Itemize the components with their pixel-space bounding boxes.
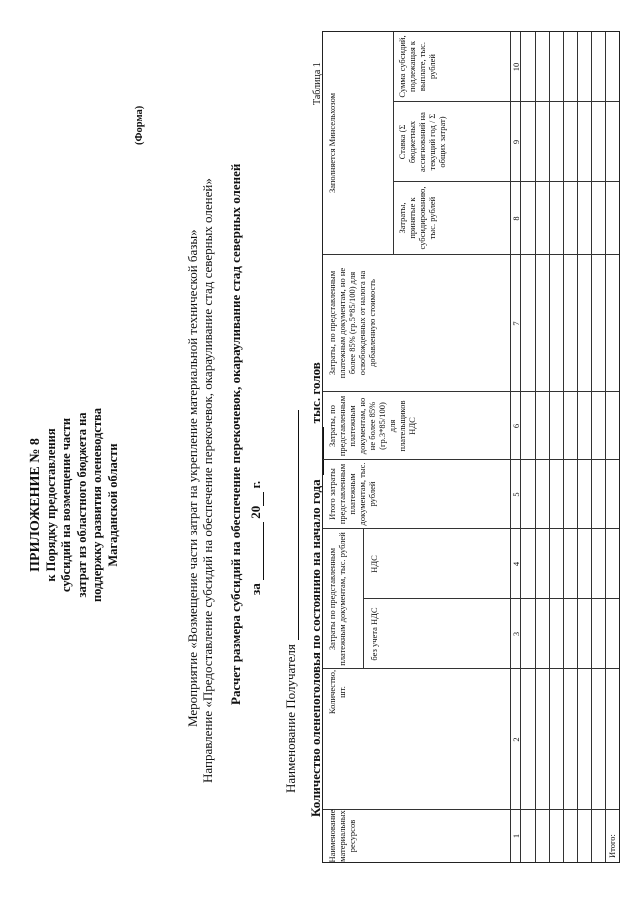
form-label: (Форма) (134, 105, 145, 145)
period-year-blank[interactable] (263, 492, 264, 506)
column-number: 6 (511, 423, 521, 429)
column-number: 9 (511, 139, 521, 145)
column-number: 1 (511, 833, 521, 839)
subsidy-table (322, 31, 620, 863)
period-year-prefix: 20 (248, 505, 263, 519)
column-number: 3 (511, 631, 521, 637)
herd-count-unit: тыс. голов (308, 362, 323, 424)
recipient-line (283, 410, 299, 793)
header-materials: Наименование материальных ресурсов (327, 809, 357, 863)
recipient-blank[interactable] (298, 410, 299, 640)
period-prefix: за (248, 583, 263, 595)
header-costs-vat-exempt: Затраты, по представленным платежным документам, но не более 85% (гр.5*85/100) для освобожденных от налога на добавленную стоимость (327, 267, 377, 379)
header-accepted-costs: Затраты, принятые к субсидированию, тыс. рублей (397, 186, 437, 250)
direction-title: Направление «Предоставление субсидий на обеспечение перекочевок, окарауливание стад северных оленей» (200, 178, 215, 783)
total-row-label: Итого: (607, 834, 617, 858)
appendix-header (28, 380, 121, 630)
herd-count-label: Количество оленепоголовья по состоянию на начало года (308, 479, 323, 817)
column-number: 8 (511, 216, 521, 221)
table-label: Таблица 1 (312, 62, 323, 105)
appendix-line: субсидий на возмещение части (59, 417, 73, 593)
header-quantity: Количество, шт. (327, 669, 347, 715)
header-total-costs: Итого затраты представленным платежным документам, тыс. рублей (327, 462, 377, 526)
recipient-label: Наименование Получателя (283, 644, 298, 793)
header-vat: НДС (369, 555, 379, 573)
column-number: 10 (511, 62, 521, 72)
period-suffix: г. (248, 480, 263, 489)
period-month-blank[interactable] (263, 522, 264, 580)
appendix-line: Магаданской области (105, 443, 120, 567)
column-number: 7 (511, 321, 521, 326)
column-number: 4 (511, 561, 521, 567)
header-costs-group: Затраты по представленным платежным документам, тыс. рублей (327, 532, 347, 666)
appendix-line: поддержку развития оленеводства (90, 407, 104, 603)
appendix-line: к Порядку предоставления (43, 428, 58, 582)
appendix-number: ПРИЛОЖЕНИЕ № 8 (28, 438, 43, 572)
header-subsidy-amount: Сумма субсидий, подлежащая к выплате, тыс. рублей (397, 35, 437, 98)
appendix-line: затрат из областного бюджета на (74, 412, 89, 598)
column-number: 5 (511, 492, 521, 497)
header-without-vat: без учета НДС (369, 607, 379, 661)
column-number: 2 (511, 737, 521, 742)
header-costs-vat-payers: Затраты, по представленным платежным документам, но не более 85% (гр.3*85/100) для плательщиков НДС (327, 395, 417, 457)
calculation-title: Расчет размера субсидий на обеспечение перекочевок, окарауливание стад северных оленей (228, 163, 243, 705)
header-rate: Ставка (Σ бюджетных ассигнований на текущий год / Σ общих затрат) (397, 112, 447, 172)
event-title: Мероприятие «Возмещение части затрат на укрепление материальной технической базы» (185, 229, 200, 727)
header-ministry-group: Заполняется Минсельхозом (327, 92, 337, 194)
period-line (248, 481, 264, 595)
